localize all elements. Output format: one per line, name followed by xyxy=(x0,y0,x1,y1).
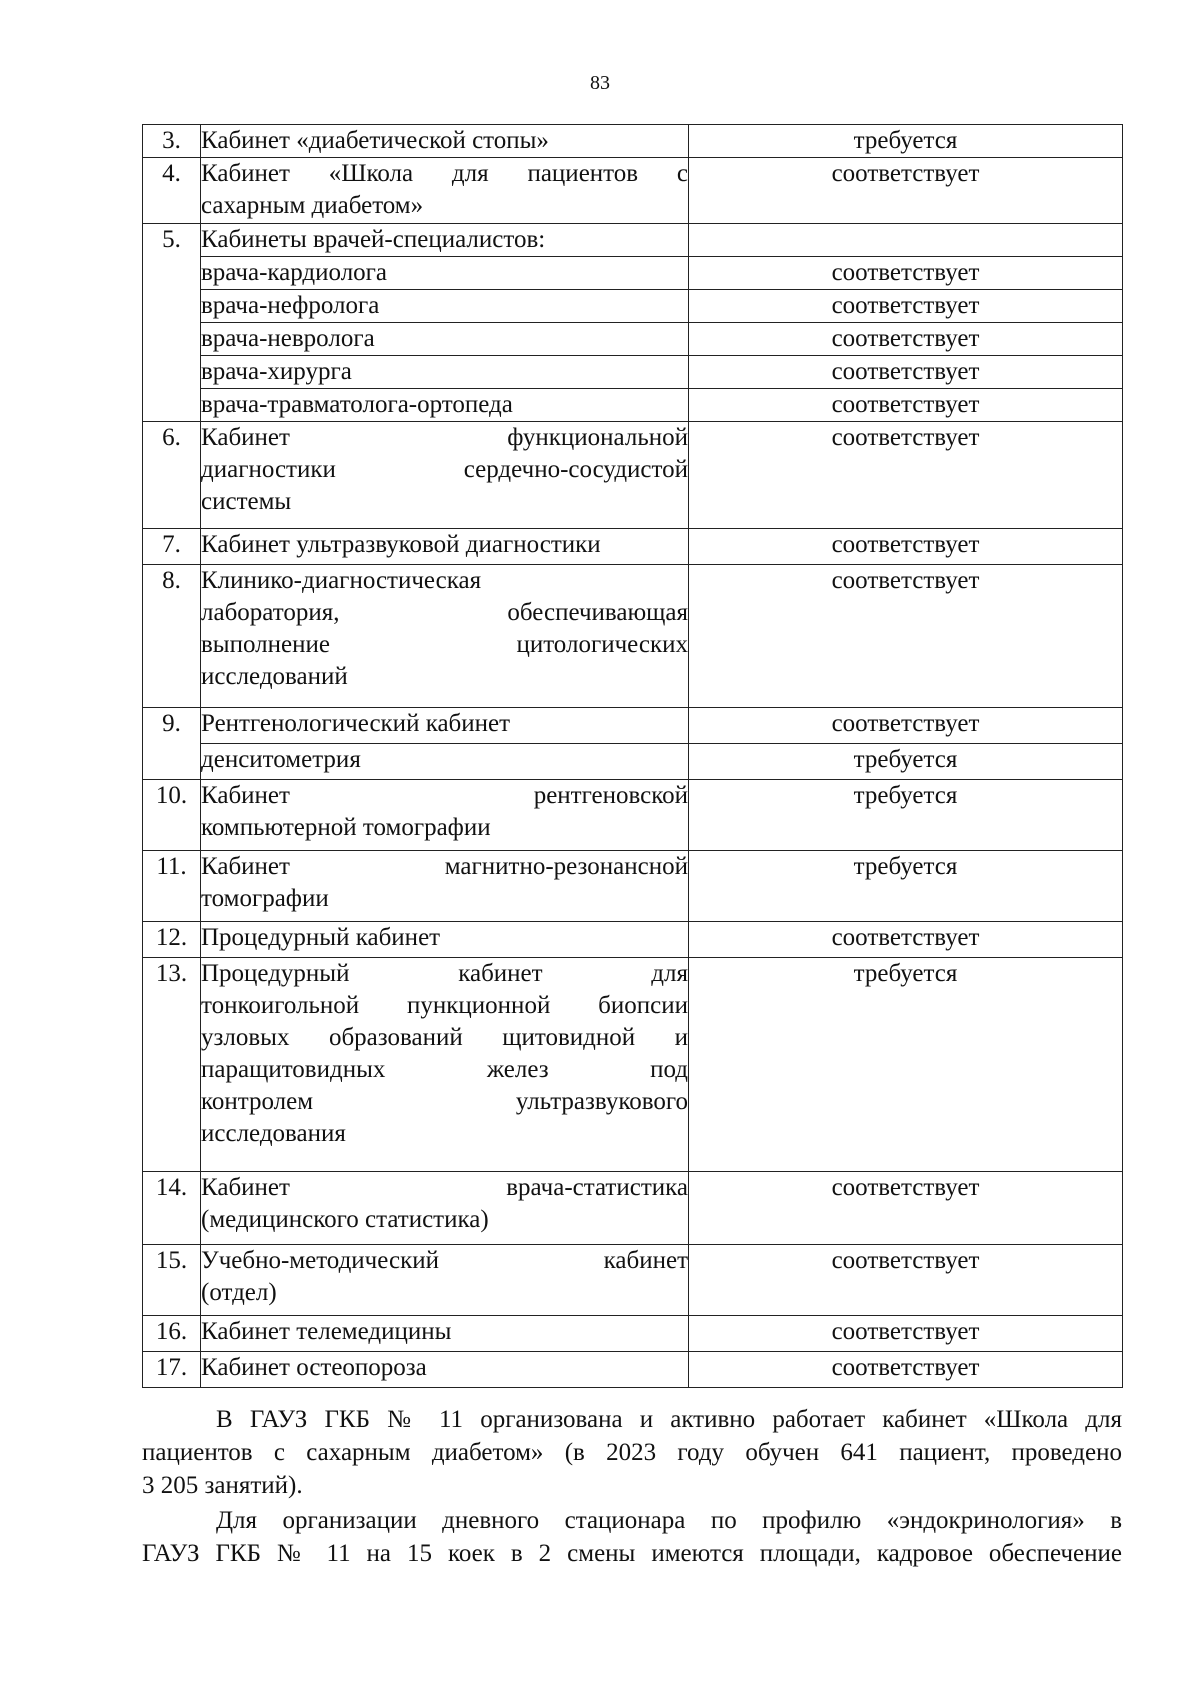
row-number: 14. xyxy=(143,1172,201,1245)
row-number: 7. xyxy=(143,529,201,565)
row-status: требуется xyxy=(689,744,1123,780)
row-number: 8. xyxy=(143,565,201,708)
row-status: соответствует xyxy=(689,1352,1123,1388)
row-name: врача-невролога xyxy=(201,323,689,356)
row-status: соответствует xyxy=(689,389,1123,422)
table-row xyxy=(143,1316,1123,1352)
row-name: Клинико-диагностическая лаборатория, обеспечивающая выполнение цитологических исследований xyxy=(201,565,689,708)
table-row xyxy=(143,257,1123,290)
row-name: врача-хирурга xyxy=(201,356,689,389)
paragraph-day-hospital: Для организации дневного стационара по профилю «эндокринология» в ГАУЗ ГКБ № 11 на 15 коек в 2 смены имеются площади, кадровое обеспечение xyxy=(142,1507,1122,1567)
row-number: 11. xyxy=(143,851,201,922)
row-name: Кабинеты врачей-специалистов: xyxy=(201,224,689,257)
table-row xyxy=(143,708,1123,744)
table-row xyxy=(143,125,1123,158)
row-status: требуется xyxy=(689,851,1123,922)
paragraph-school: В ГАУЗ ГКБ № 11 организована и активно работает кабинет «Школа для пациентов с сахарным диабетом» (в 2023 году обучен 641 пациент, проведено 3 205 занятий). xyxy=(142,1406,1122,1499)
row-status: соответствует xyxy=(689,422,1123,529)
table-row xyxy=(143,744,1123,780)
table-row xyxy=(143,529,1123,565)
row-status: требуется xyxy=(689,780,1123,851)
row-status: требуется xyxy=(689,125,1123,158)
row-number: 16. xyxy=(143,1316,201,1352)
row-number: 4. xyxy=(143,158,201,224)
table-row xyxy=(143,1172,1123,1245)
row-status: соответствует xyxy=(689,1172,1123,1245)
row-name: Кабинет рентгеновской компьютерной томографии xyxy=(201,780,689,851)
row-status: соответствует xyxy=(689,257,1123,290)
row-name: врача-нефролога xyxy=(201,290,689,323)
row-name: врача-кардиолога xyxy=(201,257,689,290)
table-row xyxy=(143,565,1123,708)
row-number: 9. xyxy=(143,708,201,780)
row-number: 17. xyxy=(143,1352,201,1388)
row-status: соответствует xyxy=(689,290,1123,323)
row-name: Кабинет ультразвуковой диагностики xyxy=(201,529,689,565)
row-status: соответствует xyxy=(689,1245,1123,1316)
row-name: Кабинет остеопороза xyxy=(201,1352,689,1388)
row-number: 6. xyxy=(143,422,201,529)
row-name: Кабинет телемедицины xyxy=(201,1316,689,1352)
table-row xyxy=(143,389,1123,422)
row-name: Кабинет «Школа для пациентов с сахарным диабетом» xyxy=(201,158,689,224)
table-row xyxy=(143,224,1123,257)
row-name: Рентгенологический кабинет xyxy=(201,708,689,744)
row-name: врача-травматолога-ортопеда xyxy=(201,389,689,422)
row-status: соответствует xyxy=(689,323,1123,356)
table-row xyxy=(143,780,1123,851)
row-name: денситометрия xyxy=(201,744,689,780)
row-status: соответствует xyxy=(689,356,1123,389)
table-row xyxy=(143,1352,1123,1388)
row-name: Кабинет «диабетической стопы» xyxy=(201,125,689,158)
row-name: Процедурный кабинет для тонкоигольной пункционной биопсии узловых образований щитовидной и паращитовидных желез под контролем ультразвукового исследования xyxy=(201,958,689,1172)
row-name: Кабинет врача-статистика (медицинского статистика) xyxy=(201,1172,689,1245)
table-row xyxy=(143,851,1123,922)
table-row xyxy=(143,922,1123,958)
cabinets-table xyxy=(142,124,1123,1388)
row-number: 5. xyxy=(143,224,201,422)
row-status xyxy=(689,224,1123,257)
row-name: Учебно-методический кабинет (отдел) xyxy=(201,1245,689,1316)
row-status: соответствует xyxy=(689,708,1123,744)
row-number: 13. xyxy=(143,958,201,1172)
row-number: 3. xyxy=(143,125,201,158)
table-row xyxy=(143,1245,1123,1316)
row-status: соответствует xyxy=(689,922,1123,958)
row-name: Кабинет магнитно-резонансной томографии xyxy=(201,851,689,922)
page-number: 83 xyxy=(590,72,610,94)
row-number: 15. xyxy=(143,1245,201,1316)
row-name: Кабинет функциональной диагностики сердечно-сосудистой системы xyxy=(201,422,689,529)
row-status: соответствует xyxy=(689,529,1123,565)
row-number: 10. xyxy=(143,780,201,851)
table-row xyxy=(143,290,1123,323)
row-status: соответствует xyxy=(689,565,1123,708)
row-number: 12. xyxy=(143,922,201,958)
table-row xyxy=(143,158,1123,224)
table-row xyxy=(143,323,1123,356)
table-row xyxy=(143,356,1123,389)
row-status: соответствует xyxy=(689,158,1123,224)
row-name: Процедурный кабинет xyxy=(201,922,689,958)
table-row xyxy=(143,422,1123,529)
table-row xyxy=(143,958,1123,1172)
row-status: соответствует xyxy=(689,1316,1123,1352)
row-status: требуется xyxy=(689,958,1123,1172)
